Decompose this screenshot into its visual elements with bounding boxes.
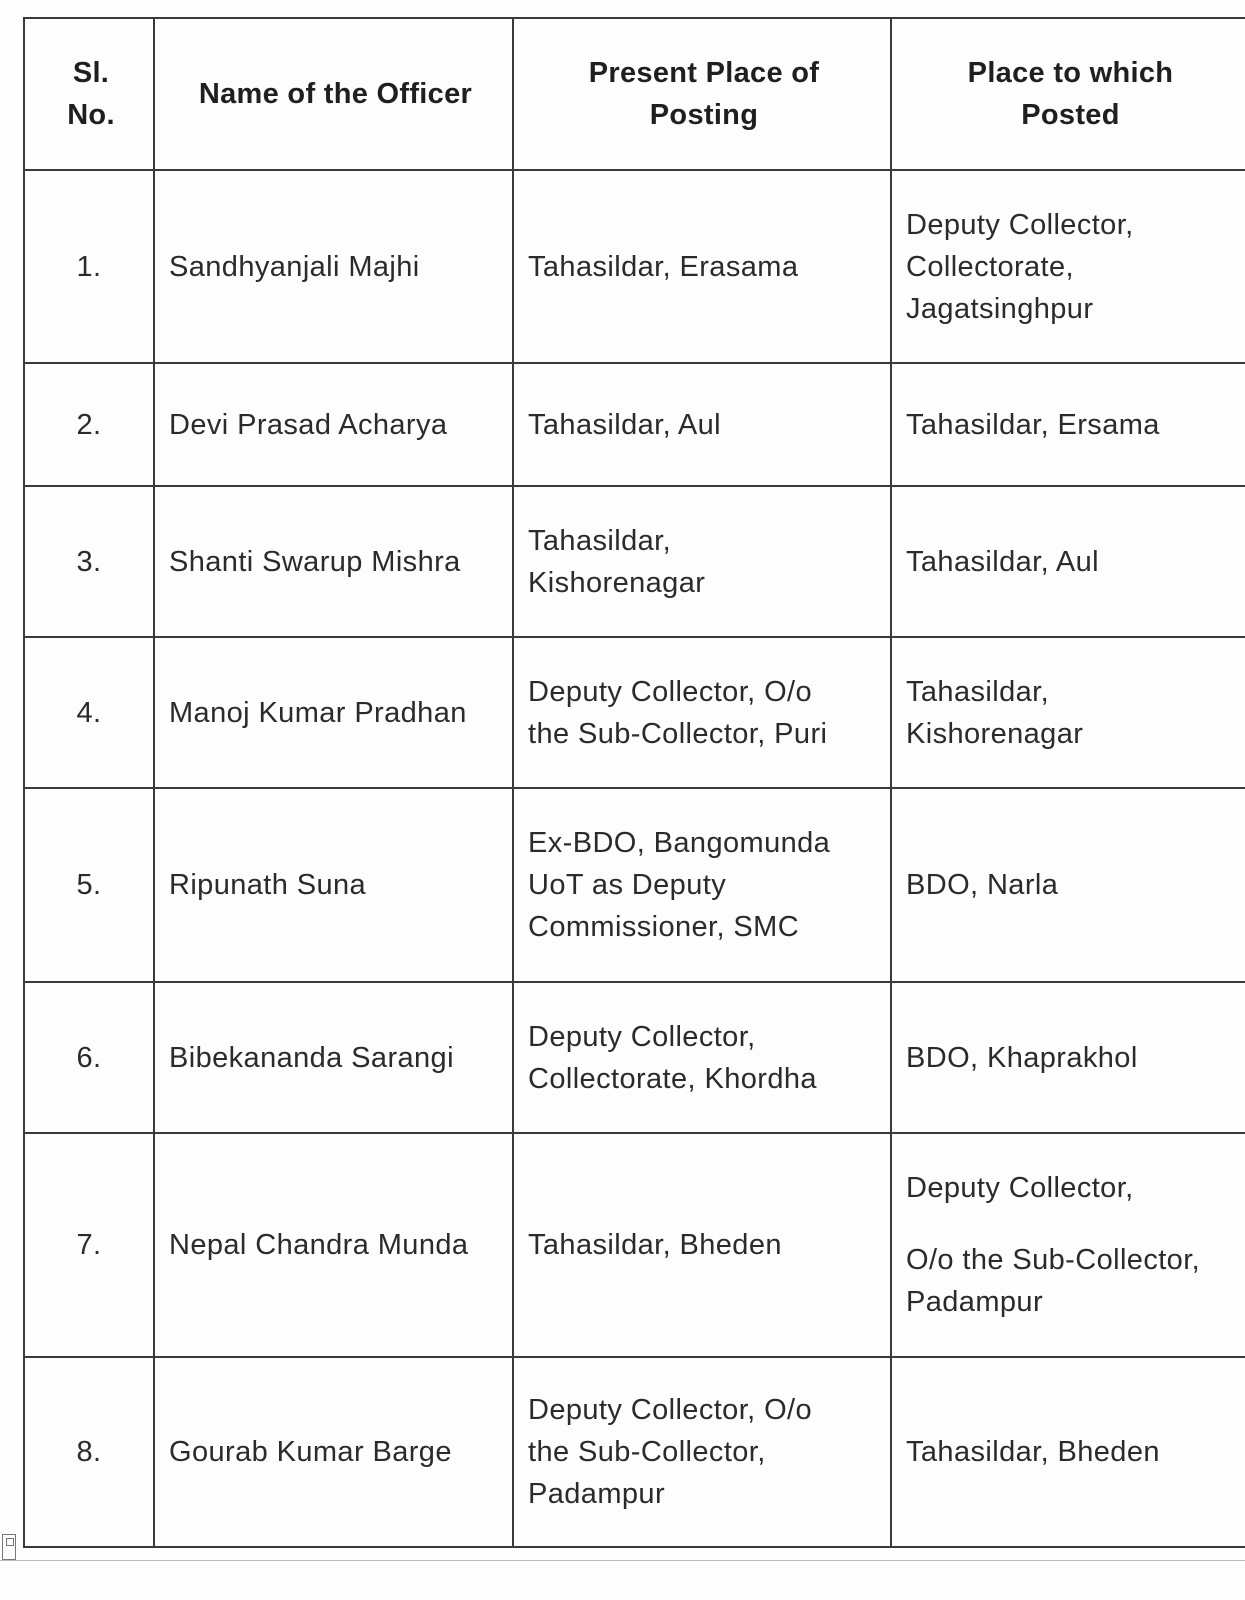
present-posting-cell: Tahasildar, Aul [513,363,891,486]
table-row [24,363,1245,486]
present-posting-cell: Tahasildar, Kishorenagar [513,486,891,637]
posted-place-cell: BDO, Narla [891,788,1245,982]
sl-no-cell: 7. [24,1133,154,1357]
table-row [24,1357,1245,1547]
header-present-posting: Present Place of Posting [513,18,891,170]
line-spacer [906,1209,1235,1239]
sl-no-cell: 6. [24,982,154,1133]
posted-place-cell: Tahasildar, Aul [891,486,1245,637]
present-posting-cell: Tahasildar, Bheden [513,1133,891,1357]
table-row [24,637,1245,788]
officer-name-cell: Gourab Kumar Barge [154,1357,513,1547]
posted-place-cell: BDO, Khaprakhol [891,982,1245,1133]
posted-place-cell [891,1133,1245,1357]
sl-no-cell: 3. [24,486,154,637]
posted-place-cell: Tahasildar, Ersama [891,363,1245,486]
posted-place-line-2: O/o the Sub-Collector, Padampur [906,1244,1201,1318]
table-row [24,788,1245,982]
table-row [24,170,1245,363]
officer-name-cell: Bibekananda Sarangi [154,982,513,1133]
scan-corner-mark-icon [2,1534,16,1560]
header-sl-no: Sl. No. [24,18,154,170]
sl-no-cell: 4. [24,637,154,788]
posting-table [23,17,1245,1548]
page-bottom-edge [0,1560,1245,1561]
sl-no-cell: 1. [24,170,154,363]
officer-name-cell: Manoj Kumar Pradhan [154,637,513,788]
header-officer-name: Name of the Officer [154,18,513,170]
present-posting-cell: Deputy Collector, O/o the Sub-Collector, Puri [513,637,891,788]
present-posting-cell: Deputy Collector, O/o the Sub-Collector, Padampur [513,1357,891,1547]
officer-name-cell: Shanti Swarup Mishra [154,486,513,637]
officer-name-cell: Devi Prasad Acharya [154,363,513,486]
present-posting-cell: Deputy Collector, Collectorate, Khordha [513,982,891,1133]
officer-name-cell: Ripunath Suna [154,788,513,982]
present-posting-cell: Tahasildar, Erasama [513,170,891,363]
officer-name-cell: Sandhyanjali Majhi [154,170,513,363]
officer-name-cell: Nepal Chandra Munda [154,1133,513,1357]
table-row [24,486,1245,637]
sl-no-cell: 8. [24,1357,154,1547]
table-row [24,982,1245,1133]
header-posted-place: Place to which Posted [891,18,1245,170]
sl-no-cell: 2. [24,363,154,486]
header-row [24,18,1245,170]
posted-place-cell: Tahasildar, Kishorenagar [891,637,1245,788]
sl-no-cell: 5. [24,788,154,982]
table-row [24,1133,1245,1357]
posted-place-cell: Tahasildar, Bheden [891,1357,1245,1547]
present-posting-cell: Ex-BDO, Bangomunda UoT as Deputy Commissioner, SMC [513,788,891,982]
posted-place-cell: Deputy Collector, Collectorate, Jagatsinghpur [891,170,1245,363]
posted-place-line-1: Deputy Collector, [906,1172,1134,1204]
